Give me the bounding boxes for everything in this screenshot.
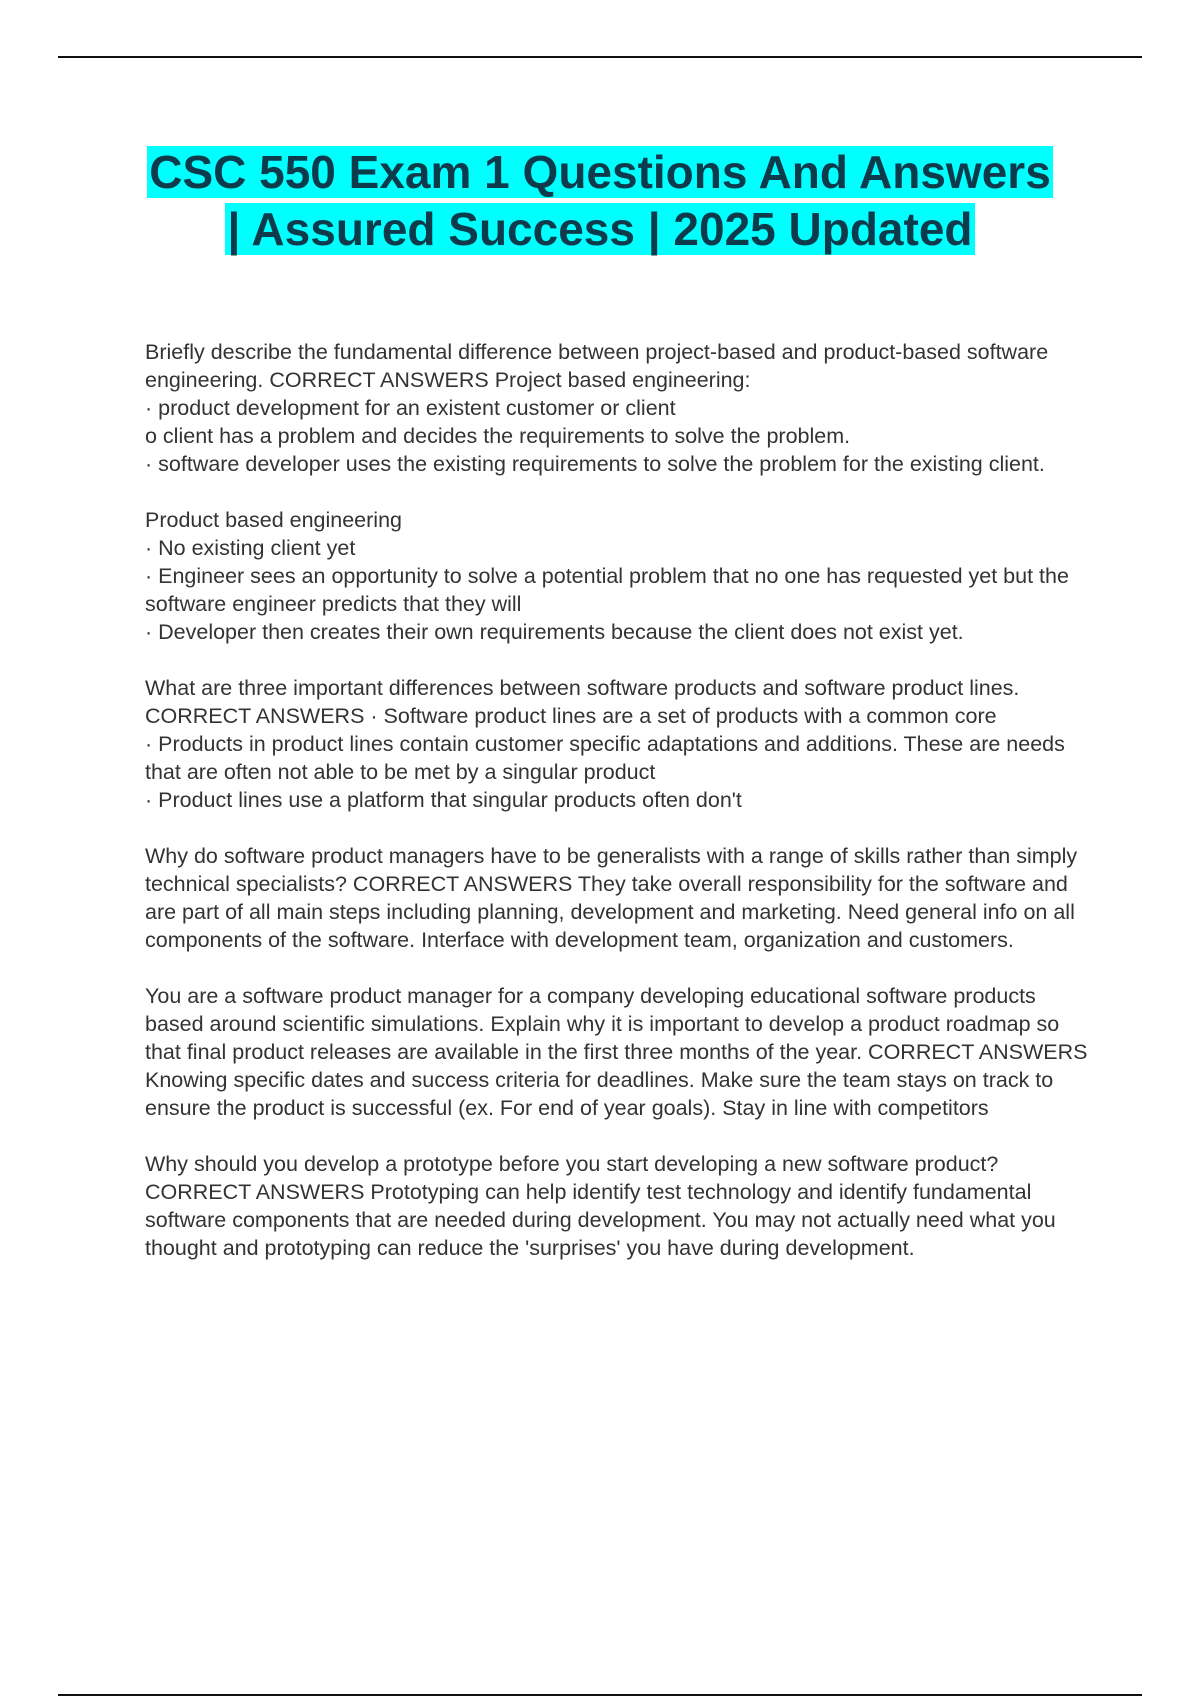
paragraph-6 [145, 1150, 1095, 1262]
header-rule [58, 56, 1142, 58]
text-line: · No existing client yet [145, 536, 356, 560]
text-line: Why should you develop a prototype before you start developing a new software product? CORRECT ANSWERS Prototyping can help identify test technology and identify fundamental software components that are needed during development. You may not actually need what you thought and prototyping can reduce the 'surprises' you have during development. [145, 1152, 1056, 1260]
text-line: Why do software product managers have to be generalists with a range of skills rather than simply technical specialists? CORRECT ANSWERS They take overall responsibility for the software and are part of all main steps including planning, development and marketing. Need general info on all components of the software. Interface with development team, organization and customers. [145, 844, 1078, 952]
paragraph-5 [145, 982, 1095, 1122]
footer-rule [58, 1694, 1142, 1696]
paragraph-1 [145, 338, 1095, 478]
paragraph-3 [145, 674, 1095, 814]
title-highlight: CSC 550 Exam 1 Questions And Answers | Assured Success | 2025 Updated [149, 146, 1051, 255]
text-line: Briefly describe the fundamental difference between project-based and product-based software engineering. CORRECT ANSWERS Project based engineering: [145, 340, 1049, 392]
text-line: · Products in product lines contain customer specific adaptations and additions. These are needs that are often not able to be met by a singular product [145, 732, 1065, 784]
text-line: Product based engineering [145, 508, 402, 532]
text-line: · product development for an existent customer or client [145, 396, 676, 420]
paragraph-4 [145, 842, 1095, 954]
paragraph-2 [145, 506, 1095, 646]
document-title [140, 144, 1060, 258]
text-line: · software developer uses the existing requirements to solve the problem for the existing client. [145, 452, 1045, 476]
document-body [145, 338, 1095, 1290]
text-line: · Developer then creates their own requirements because the client does not exist yet. [145, 620, 964, 644]
text-line: o client has a problem and decides the requirements to solve the problem. [145, 424, 851, 448]
text-line: · Product lines use a platform that singular products often don't [145, 788, 742, 812]
text-line: What are three important differences between software products and software product lines. CORRECT ANSWERS · Software product lines are a set of products with a common core [145, 676, 1020, 728]
text-line: · Engineer sees an opportunity to solve a potential problem that no one has requested yet but the software engineer predicts that they will [145, 564, 1069, 616]
text-line: You are a software product manager for a company developing educational software products based around scientific simulations. Explain why it is important to develop a product roadmap so that final product releases are available in the first three months of the year. CORRECT ANSWERS Knowing specific dates and success criteria for deadlines. Make sure the team stays on track to ensure the product is successful (ex. For end of year goals). Stay in line with competitors [145, 984, 1088, 1120]
